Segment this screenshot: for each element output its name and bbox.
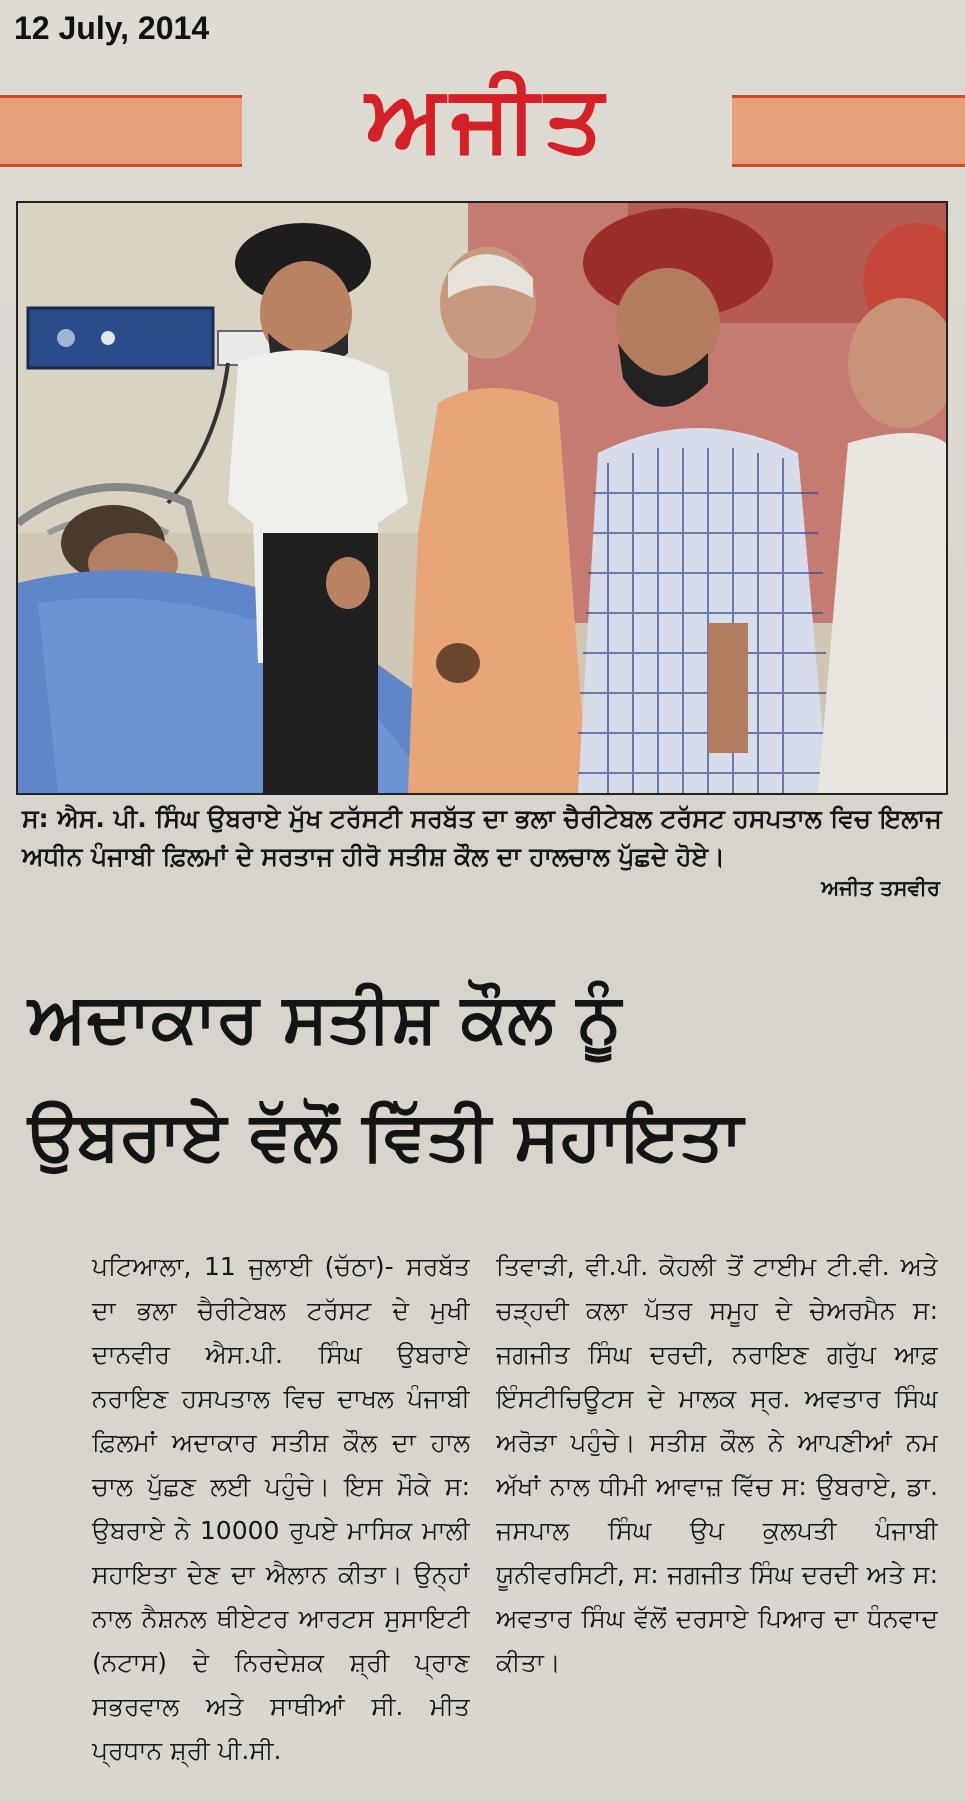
masthead-logo: ਅਜੀਤ <box>365 65 610 172</box>
photo-credit: ਅਜੀਤ ਤਸਵੀਰ <box>821 876 940 900</box>
publication-date: 12 July, 2014 <box>14 10 210 46</box>
photo-illustration <box>18 203 946 793</box>
news-photo <box>16 201 948 795</box>
article-column-2 <box>496 1245 938 1790</box>
masthead-band-left <box>0 95 242 167</box>
article-text-col1: ਪਟਿਆਲਾ, 11 ਜੁਲਾਈ (ਚੱਠਾ)- ਸਰਬੱਤ ਦਾ ਭਲਾ ਚੈਰੀਟੇਬਲ ਟਰੱਸਟ ਦੇ ਮੁਖੀ ਦਾਨਵੀਰ ਐਸ.ਪੀ. ਸਿੰਘ ਉਬਰਾਏ ਨਰਾਇਣ ਹਸਪਤਾਲ ਵਿਚ ਦਾਖਲ ਪੰਜਾਬੀ ਫ਼ਿਲਮਾਂ ਅਦਾਕਾਰ ਸਤੀਸ਼ ਕੌਲ ਦਾ ਹਾਲ ਚਾਲ ਪੁੱਛਣ ਲਈ ਪਹੁੰਚੇ। ਇਸ ਮੌਕੇ ਸ: ਉਬਰਾਏ ਨੇ 10000 ਰੁਪਏ ਮਾਸਿਕ ਮਾਲੀ ਸਹਾਇਤਾ ਦੇਣ ਦਾ ਐਲਾਨ ਕੀਤਾ। ਉਨ੍ਹਾਂ ਨਾਲ ਨੈਸ਼ਨਲ ਥੀਏਟਰ ਆਰਟਸ ਸੁਸਾਇਟੀ (ਨਟਾਸ) ਦੇ ਨਿਰਦੇਸ਼ਕ ਸ਼੍ਰੀ ਪ੍ਰਾਣ ਸਭਰਵਾਲ ਅਤੇ ਸਾਥੀਆਂ ਸੀ. ਮੀਤ ਪ੍ਰਧਾਨ ਸ਼੍ਰੀ ਪੀ.ਸੀ. <box>92 1252 470 1765</box>
masthead-band-right <box>732 95 965 167</box>
photo-caption: ਸ: ਐਸ. ਪੀ. ਸਿੰਘ ਉਬਰਾਏ ਮੁੱਖ ਟਰੱਸਟੀ ਸਰਬੱਤ ਦਾ ਭਲਾ ਚੈਰੀਟੇਬਲ ਟਰੱਸਟ ਹਸਪਤਾਲ ਵਿਚ ਇਲਾਜ ਅਧੀਨ ਪੰਜਾਬੀ ਫ਼ਿਲਮਾਂ ਦੇ ਸਰਤਾਜ ਹੀਰੋ ਸਤੀਸ਼ ਕੌਲ ਦਾ ਹਾਲਚਾਲ ਪੁੱਛਦੇ ਹੋਏ। <box>22 804 942 871</box>
article-headline <box>28 960 938 1196</box>
headline-line-2: ਉਬਰਾਏ ਵੱਲੋਂ ਵਿੱਤੀ ਸਹਾਇਤਾ <box>28 1097 743 1176</box>
article-column-1 <box>28 1245 470 1790</box>
headline-line-1: ਅਦਾਕਾਰ ਸਤੀਸ਼ ਕੌਲ ਨੂੰ <box>28 979 622 1058</box>
article-body <box>28 1245 938 1790</box>
article-text-col2: ਤਿਵਾੜੀ, ਵੀ.ਪੀ. ਕੋਹਲੀ ਤੋਂ ਟਾਈਮ ਟੀ.ਵੀ. ਅਤੇ ਚੜ੍ਹਦੀ ਕਲਾ ਪੱਤਰ ਸਮੂਹ ਦੇ ਚੇਅਰਮੈਨ ਸ: ਜਗਜੀਤ ਸਿੰਘ ਦਰਦੀ, ਨਰਾਇਣ ਗਰੁੱਪ ਆਫ਼ ਇੰਸਟੀਚਿਊਟਸ ਦੇ ਮਾਲਕ ਸ੍ਰ. ਅਵਤਾਰ ਸਿੰਘ ਅਰੋੜਾ ਪਹੁੰਚੇ। ਸਤੀਸ਼ ਕੌਲ ਨੇ ਆਪਣੀਆਂ ਨਮ ਅੱਖਾਂ ਨਾਲ ਧੀਮੀ ਆਵਾਜ਼ ਵਿੱਚ ਸ: ਉਬਰਾਏ, ਡਾ. ਜਸਪਾਲ ਸਿੰਘ ਉਪ ਕੁਲਪਤੀ ਪੰਜਾਬੀ ਯੂਨੀਵਰਸਿਟੀ, ਸ: ਜਗਜੀਤ ਸਿੰਘ ਦਰਦੀ ਅਤੇ ਸ: ਅਵਤਾਰ ਸਿੰਘ ਵੱਲੋਂ ਦਰਸਾਏ ਪਿਆਰ ਦਾ ਧੰਨਵਾਦ ਕੀਤਾ। <box>496 1252 938 1677</box>
